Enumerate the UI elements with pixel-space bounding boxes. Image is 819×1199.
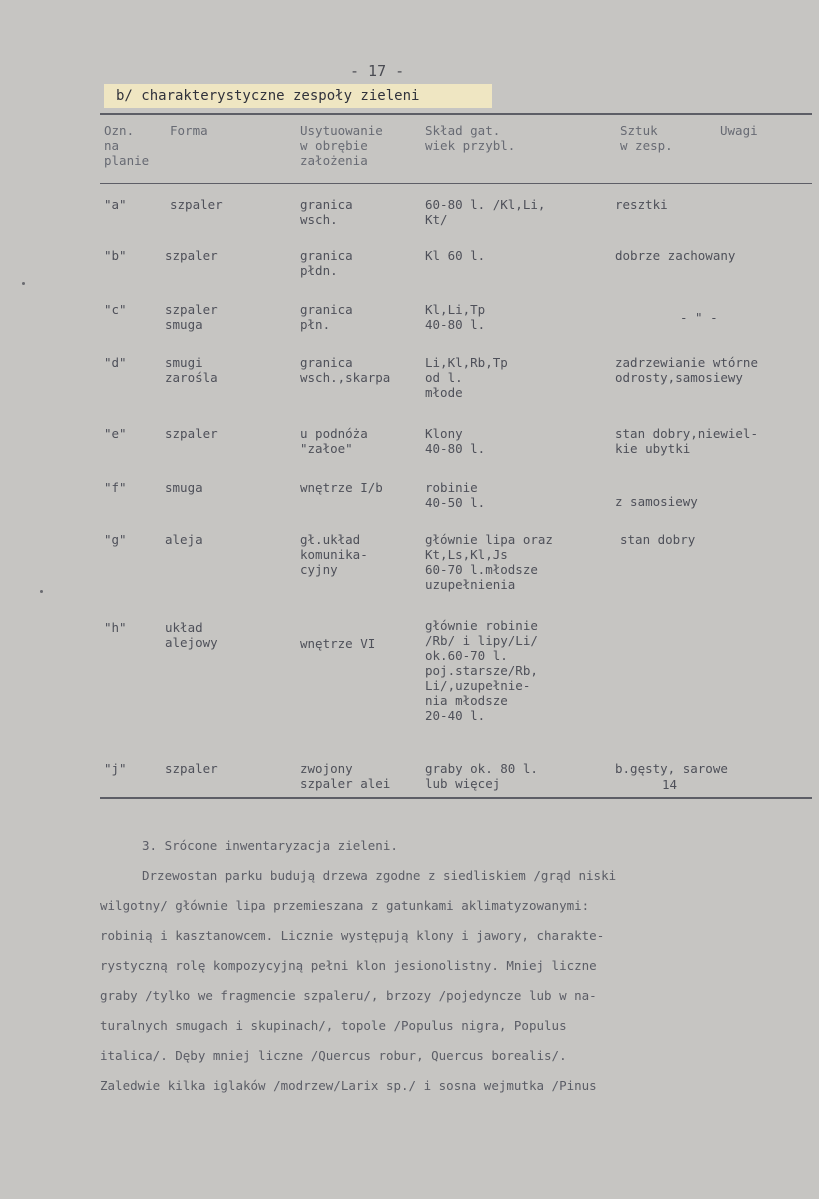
row-f-uwagi: z samosiewy — [615, 494, 698, 509]
row-h-forma: układ alejowy — [165, 620, 218, 650]
table-bottom-rule — [100, 797, 812, 799]
paragraph-line: turalnych smugach i skupinach/, topole /Populus nigra, Populus — [100, 1018, 567, 1033]
header-sklad: Skład gat. wiek przybl. — [425, 123, 516, 153]
row-c-ozn: "c" — [104, 302, 127, 317]
paragraph-line: graby /tylko we fragmencie szpaleru/, brzozy /pojedyncze lub w na- — [100, 988, 597, 1003]
header-ozn: Ozn. na planie — [104, 123, 150, 168]
row-c-usytuowanie: granica płn. — [300, 302, 353, 332]
row-c-uwagi: - " - — [680, 310, 718, 325]
row-e-sklad: Klony 40-80 l. — [425, 426, 486, 456]
table-header-rule — [100, 183, 812, 184]
row-h-usytuowanie: wnętrze VI — [300, 636, 376, 651]
paragraph-line: italica/. Dęby mniej liczne /Quercus robur, Quercus borealis/. — [100, 1048, 567, 1063]
row-b-forma: szpaler — [165, 248, 218, 263]
page-number: - 17 - — [350, 62, 405, 80]
row-f-usytuowanie: wnętrze I/b — [300, 480, 383, 495]
row-a-ozn: "a" — [104, 197, 127, 212]
inventory-section — [100, 831, 800, 1101]
row-j-ozn: "j" — [104, 761, 127, 776]
row-f-ozn: "f" — [104, 480, 127, 495]
row-b-usytuowanie: granica płdn. — [300, 248, 353, 278]
section-heading: 3. Srócone inwentaryzacja zieleni. — [142, 838, 398, 853]
row-h-sklad: głównie robinie /Rb/ i lipy/Li/ ok.60-70 l. poj.starsze/Rb, Li/,uzupełnie- nia młodsze 20-40 l. — [425, 618, 538, 723]
row-b-uwagi: dobrze zachowany — [615, 248, 736, 263]
paragraph-line: wilgotny/ głównie lipa przemieszana z gatunkami aklimatyzowanymi: — [100, 898, 590, 913]
paragraph-line: Drzewostan parku budują drzewa zgodne z siedliskiem /grąd niski — [142, 868, 617, 883]
header-sztuk: Sztuk w zesp. — [620, 123, 673, 153]
row-e-ozn: "e" — [104, 426, 127, 441]
row-j-uwagi: b.gęsty, sarowe — [615, 761, 728, 776]
row-e-usytuowanie: u podnóża "załoe" — [300, 426, 368, 456]
paragraph-line: Zaledwie kilka iglaków /modrzew/Larix sp./ i sosna wejmutka /Pinus — [100, 1078, 597, 1093]
row-f-forma: smuga — [165, 480, 203, 495]
section-title: b/ charakterystyczne zespoły zieleni — [104, 84, 492, 108]
row-g-sklad: głównie lipa oraz Kt,Ls,Kl,Js 60-70 l.młodsze uzupełnienia — [425, 532, 553, 592]
row-a-usytuowanie: granica wsch. — [300, 197, 353, 227]
row-j-sztuk: 14 — [662, 777, 678, 792]
row-a-sklad: 60-80 l. /Kl,Li, Kt/ — [425, 197, 546, 227]
row-e-uwagi: stan dobry,niewiel- kie ubytki — [615, 426, 758, 456]
paragraph-line: rystyczną rolę kompozycyjną pełni klon jesionolistny. Mniej liczne — [100, 958, 597, 973]
row-b-sklad: Kl 60 l. — [425, 248, 486, 263]
row-j-sklad: graby ok. 80 l. lub więcej — [425, 761, 538, 791]
row-e-forma: szpaler — [165, 426, 218, 441]
table-top-rule — [100, 113, 812, 115]
paper-speck — [40, 590, 43, 593]
row-d-uwagi: zadrzewianie wtórne odrosty,samosiewy — [615, 355, 758, 385]
header-usytuowanie: Usytuowanie w obrębie założenia — [300, 123, 383, 168]
row-a-uwagi: resztki — [615, 197, 668, 212]
header-forma: Forma — [170, 123, 208, 138]
paragraph-line: robinią i kasztanowcem. Licznie występują klony i jawory, charakte- — [100, 928, 605, 943]
row-j-forma: szpaler — [165, 761, 218, 776]
row-d-ozn: "d" — [104, 355, 127, 370]
row-h-ozn: "h" — [104, 620, 127, 635]
row-g-uwagi: stan dobry — [620, 532, 696, 547]
row-c-forma: szpaler smuga — [165, 302, 218, 332]
row-a-forma: szpaler — [170, 197, 223, 212]
paper-speck — [22, 282, 25, 285]
row-g-usytuowanie: gł.układ komunika- cyjny — [300, 532, 368, 577]
header-uwagi: Uwagi — [720, 123, 758, 138]
row-f-sklad: robinie 40-50 l. — [425, 480, 486, 510]
row-c-sklad: Kl,Li,Tp 40-80 l. — [425, 302, 486, 332]
row-d-forma: smugi zarośla — [165, 355, 218, 385]
row-g-forma: aleja — [165, 532, 203, 547]
row-j-usytuowanie: zwojony szpaler alei — [300, 761, 391, 791]
row-d-usytuowanie: granica wsch.,skarpa — [300, 355, 391, 385]
row-g-ozn: "g" — [104, 532, 127, 547]
row-b-ozn: "b" — [104, 248, 127, 263]
row-d-sklad: Li,Kl,Rb,Tp od l. młode — [425, 355, 508, 400]
